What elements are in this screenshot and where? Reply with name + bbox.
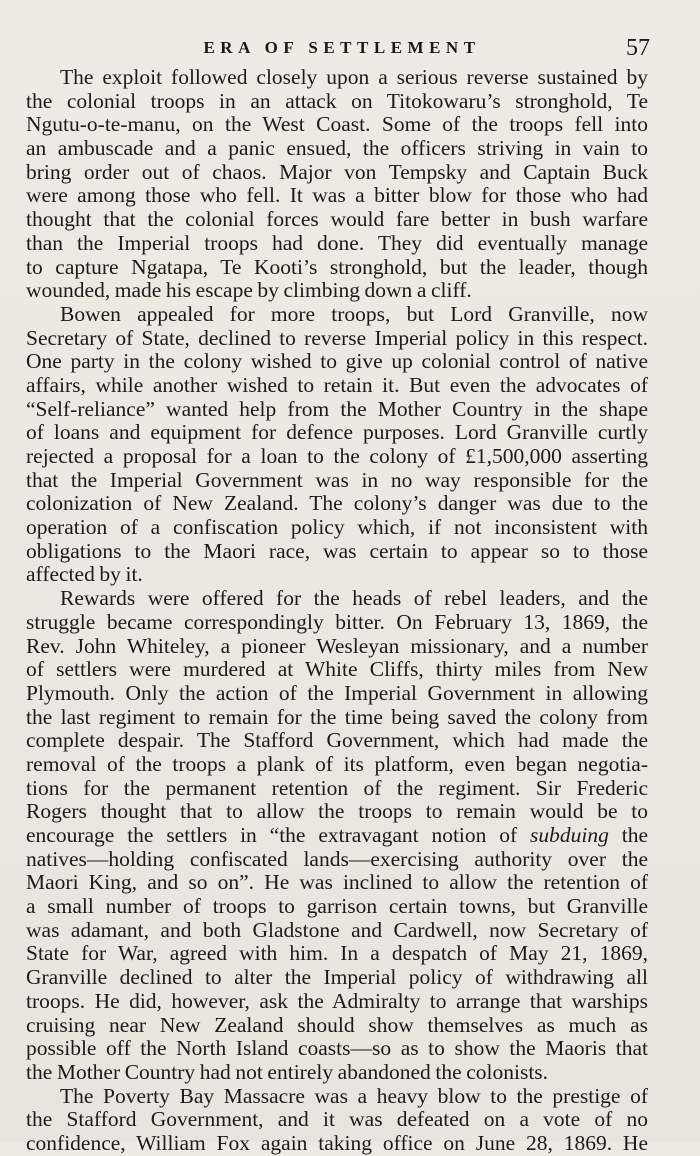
text-line: the colonial troops in an attack on Titokowaru’s stronghold, Te [26, 89, 648, 113]
text-line: were among those who fell. It was a bitter blow for those who had [26, 184, 648, 208]
text-line: Rewards were offered for the heads of rebel leaders, and the [60, 587, 648, 611]
text-line: the Stafford Government, and it was defeated on a vote of no [26, 1108, 648, 1132]
text-line: an ambuscade and a panic ensued, the officers striving in vain to [26, 137, 648, 161]
text-line: Rev. John Whiteley, a pioneer Wesleyan missionary, and a number [26, 634, 648, 658]
paragraph-4 [26, 1085, 648, 1156]
text-line: affairs, while another wished to retain it. But even the advocates of [26, 373, 648, 397]
italic-word: subduing [530, 824, 609, 847]
text-line: the last regiment to remain for the time being saved the colony from [26, 705, 648, 729]
text-line: Plymouth. Only the action of the Imperial Government in allowing [26, 681, 648, 705]
text-line: complete despair. The Stafford Government, which had made the [26, 729, 648, 753]
text-line: Ngutu-o-te-manu, on the West Coast. Some of the troops fell into [26, 113, 648, 137]
page-number: 57 [626, 35, 650, 61]
text-line: that the Imperial Government was in no way responsible for the [26, 468, 648, 492]
text-line: tions for the permanent retention of the regiment. Sir Frederic [26, 776, 648, 800]
text-line: The Poverty Bay Massacre was a heavy blow to the prestige of [60, 1084, 648, 1108]
text-line: of settlers were murdered at White Cliffs, thirty miles from New [26, 658, 648, 682]
text-line: Maori King, and so on”. He was inclined to allow the retention of [26, 871, 648, 895]
text-line: One party in the colony wished to give up colonial control of native [26, 350, 648, 374]
text-line: to capture Ngatapa, Te Kooti’s stronghold, but the leader, though [26, 255, 648, 279]
text-line: cruising near New Zealand should show themselves as much as [26, 1013, 648, 1037]
text-line: operation of a confiscation policy which, if not inconsistent with [26, 516, 648, 540]
paragraph-2 [26, 303, 648, 587]
text-line: encourage the settlers in “the extravagant notion of subduing the [26, 824, 648, 847]
running-head: ERA OF SETTLEMENT [203, 38, 481, 57]
text-line: bring order out of chaos. Major von Tempsky and Captain Buck [26, 160, 648, 184]
text-line: wounded, made his escape by climbing down a cliff. [26, 279, 472, 303]
text-line: rejected a proposal for a loan to the colony of £1,500,000 asserting [26, 445, 648, 468]
text-line: removal of the troops a plank of its platform, even began negotia- [26, 752, 648, 776]
text-line: a small number of troops to garrison certain towns, but Granville [26, 895, 648, 919]
text-line: Rogers thought that to allow the troops to remain would be to [26, 800, 648, 824]
text-line: The exploit followed closely upon a serious reverse sustained by [60, 66, 648, 89]
text-line: troops. He did, however, ask the Admiralty to arrange that warships [26, 989, 648, 1013]
text-line: struggle became correspondingly bitter. On February 13, 1869, the [26, 610, 648, 634]
text-line: “Self-reliance” wanted help from the Mother Country in the shape [26, 397, 648, 421]
text-line: was adamant, and both Gladstone and Cardwell, now Secretary of [26, 918, 648, 942]
text-line: obligations to the Maori race, was certain to appear so to those [26, 539, 648, 563]
text-line: colonization of New Zealand. The colony’s danger was due to the [26, 492, 648, 516]
text-line: Secretary of State, declined to reverse Imperial policy in this respect. [26, 326, 648, 350]
text-line: thought that the colonial forces would fare better in bush warfare [26, 208, 648, 232]
paragraph-1 [26, 66, 648, 303]
text-line: State for War, agreed with him. In a despatch of May 21, 1869, [26, 942, 648, 966]
text-line: the Mother Country had not entirely abandoned the colonists. [26, 1060, 549, 1084]
page-header [26, 34, 650, 62]
text-line: affected by it. [26, 563, 143, 587]
text-line: than the Imperial troops had done. They did eventually manage [26, 231, 648, 255]
body-text [26, 66, 648, 1156]
text-line: Bowen appealed for more troops, but Lord Granville, now [60, 302, 648, 326]
text-line: confidence, William Fox again taking office on June 28, 1869. He [26, 1131, 648, 1155]
text-line: Granville declined to alter the Imperial policy of withdrawing all [26, 966, 648, 990]
text-line: natives—holding confiscated lands—exercising authority over the [26, 847, 648, 871]
text-line: of loans and equipment for defence purposes. Lord Granville curtly [26, 421, 648, 445]
paragraph-3 [26, 587, 648, 1084]
text-line: possible off the North Island coasts—so as to show the Maoris that [26, 1037, 648, 1061]
